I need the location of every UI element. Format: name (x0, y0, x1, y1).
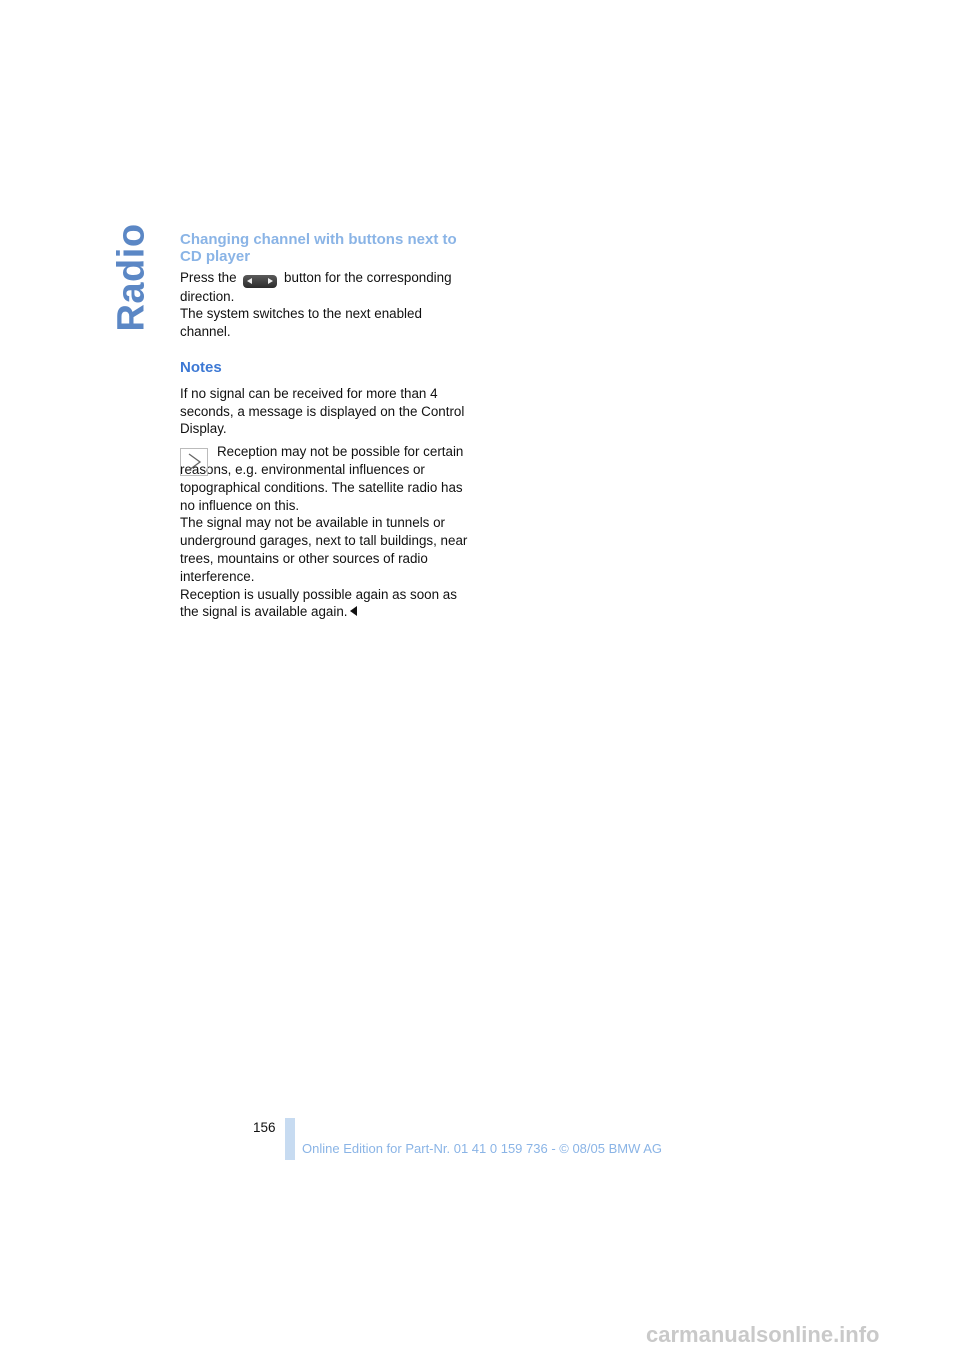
skip-button-icon (243, 275, 277, 288)
warning-text-3 (180, 586, 476, 622)
paragraph-press-button-start: Press the (180, 270, 237, 285)
warning-text-3-content: Reception is usually possible again as soon as the signal is available again. (180, 586, 457, 620)
end-mark-icon (350, 606, 357, 616)
page-number: 156 (253, 1120, 276, 1135)
warning-text-1: Reception may not be possible for certain reasons, e.g. environmental influences or topographical conditions. The satellite radio has no influence on this. (180, 444, 464, 513)
paragraph-press-button-end: button for the corresponding direction. (180, 270, 452, 304)
section-side-title (110, 222, 154, 332)
main-column (180, 231, 476, 621)
paragraph-system-switches: The system switches to the next enabled channel. (180, 306, 422, 340)
warning-text-2: The signal may not be available in tunnels or underground garages, next to tall buildings, near trees, mountains or other sources of radio interference. (180, 515, 468, 584)
watermark: carmanualsonline.info (646, 1322, 880, 1347)
paragraph-press-button (180, 269, 476, 305)
heading-notes: Notes (180, 358, 222, 376)
arrow-right-icon (268, 278, 273, 284)
paragraph-no-signal: If no signal can be received for more than 4 seconds, a message is displayed on the Control Display. (180, 385, 465, 437)
note-arrow-icon (180, 448, 208, 476)
warning-note (180, 443, 476, 621)
section-side-title-text: Radio (110, 222, 153, 332)
arrow-left-icon (247, 278, 252, 284)
footer-edition: Online Edition for Part-Nr. 01 41 0 159 736 - © 08/05 BMW AG (302, 1141, 663, 1156)
subheading-changing-channel: Changing channel with buttons next to CD player (180, 231, 457, 265)
footer-bar (285, 1118, 295, 1160)
